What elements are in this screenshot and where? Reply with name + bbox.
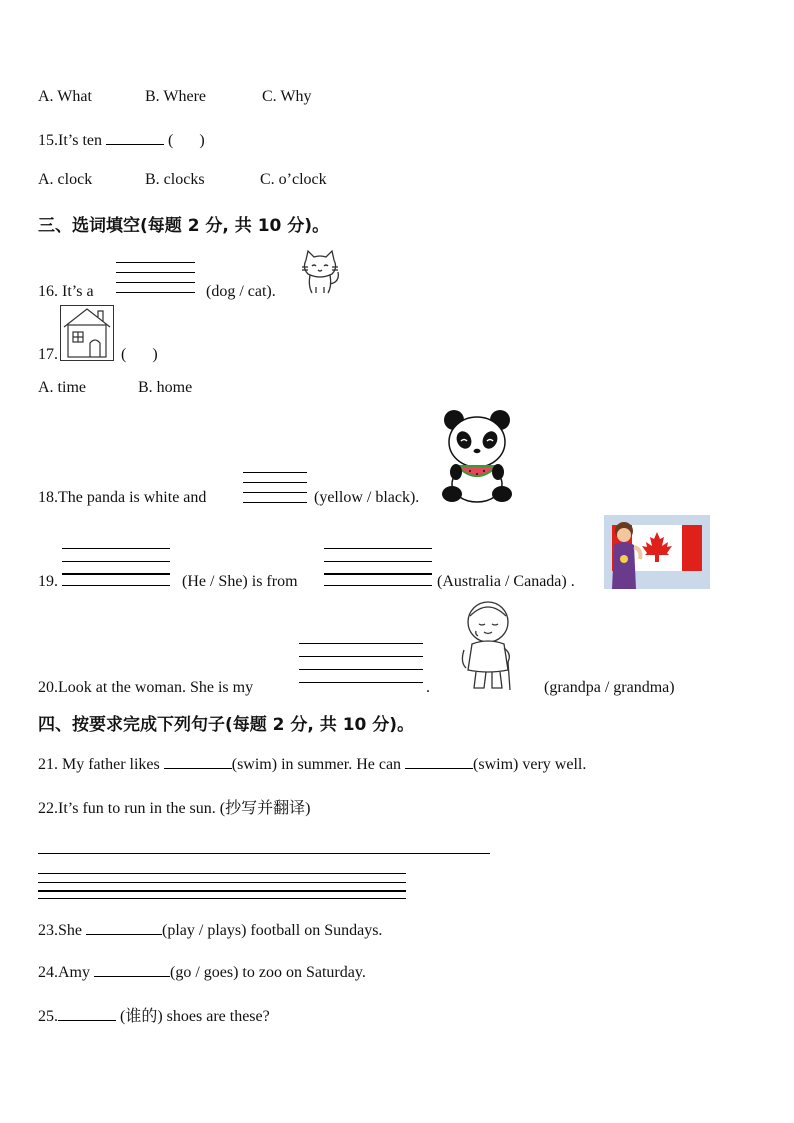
q22-translation-lines[interactable] xyxy=(38,873,406,901)
q21-blank-1[interactable] xyxy=(164,754,232,769)
q15-option-b: B. clocks xyxy=(145,171,205,188)
panda-icon xyxy=(440,408,514,504)
q24-blank[interactable] xyxy=(94,962,170,977)
question-23 xyxy=(38,920,382,940)
q25-prefix: 25. xyxy=(38,1008,58,1025)
q15-option-c: C. o’clock xyxy=(260,171,327,188)
canada-flag-icon xyxy=(604,515,710,589)
q19-middle: (He / She) is from xyxy=(182,573,298,590)
q20-prefix: 20.Look at the woman. She is my xyxy=(38,679,254,696)
question-21 xyxy=(38,754,586,774)
question-15 xyxy=(38,130,205,150)
q22-text: 22.It’s fun to run in the sun. (抄写并翻译) xyxy=(38,800,311,817)
q24-suffix: (go / goes) to zoo on Saturday. xyxy=(170,964,366,981)
q14-option-a: A. What xyxy=(38,88,92,105)
q21-mid: (swim) in summer. He can xyxy=(231,756,402,773)
q15-option-a: A. clock xyxy=(38,171,93,188)
q23-prefix: 23.She xyxy=(38,922,82,939)
q25-blank[interactable] xyxy=(58,1006,116,1021)
q23-blank[interactable] xyxy=(86,920,162,935)
q17-prefix: 17. xyxy=(38,346,58,363)
q16-prefix: 16. It’s a xyxy=(38,283,94,300)
q18-writing-lines[interactable] xyxy=(243,472,307,504)
q22-copy-line[interactable] xyxy=(38,853,490,855)
q21-prefix: 21. My father likes xyxy=(38,756,160,773)
q17-option-b: B. home xyxy=(138,379,193,396)
q15-stem: 15.It’s ten xyxy=(38,132,102,149)
q20-writing-lines[interactable] xyxy=(299,643,423,683)
q19-writing-lines-1[interactable] xyxy=(62,548,170,588)
question-24 xyxy=(38,962,366,982)
section-4-title: 四、按要求完成下列句子(每题 2 分, 共 10 分)。 xyxy=(38,715,415,735)
q16-writing-lines[interactable] xyxy=(116,262,195,294)
q20-suffix: (grandpa / grandma) xyxy=(544,679,675,696)
q24-prefix: 24.Amy xyxy=(38,964,90,981)
house-icon xyxy=(60,305,114,361)
q16-suffix: (dog / cat). xyxy=(206,283,276,300)
q25-suffix: (谁的) shoes are these? xyxy=(120,1008,270,1025)
q18-suffix: (yellow / black). xyxy=(314,489,420,506)
q15-paren-open: ( xyxy=(168,132,174,149)
q21-blank-2[interactable] xyxy=(405,754,473,769)
section-3-title: 三、选词填空(每题 2 分, 共 10 分)。 xyxy=(38,216,330,236)
q19-suffix: (Australia / Canada) . xyxy=(437,573,575,590)
q14-option-c: C. Why xyxy=(262,88,312,105)
q15-blank[interactable] xyxy=(106,130,164,145)
cat-icon xyxy=(296,248,344,296)
q21-suffix: (swim) very well. xyxy=(473,756,587,773)
q19-writing-lines-2[interactable] xyxy=(324,548,432,588)
q14-option-b: B. Where xyxy=(145,88,207,105)
q17-paren: ( ) xyxy=(121,346,158,363)
question-25 xyxy=(38,1003,270,1026)
q17-option-a: A. time xyxy=(38,379,86,396)
grandma-icon xyxy=(456,600,522,692)
q18-prefix: 18.The panda is white and xyxy=(38,489,207,506)
q19-prefix: 19. xyxy=(38,573,58,590)
q15-paren-close: ) xyxy=(199,132,205,149)
q23-suffix: (play / plays) football on Sundays. xyxy=(162,922,383,939)
q20-dot: . xyxy=(426,679,430,696)
